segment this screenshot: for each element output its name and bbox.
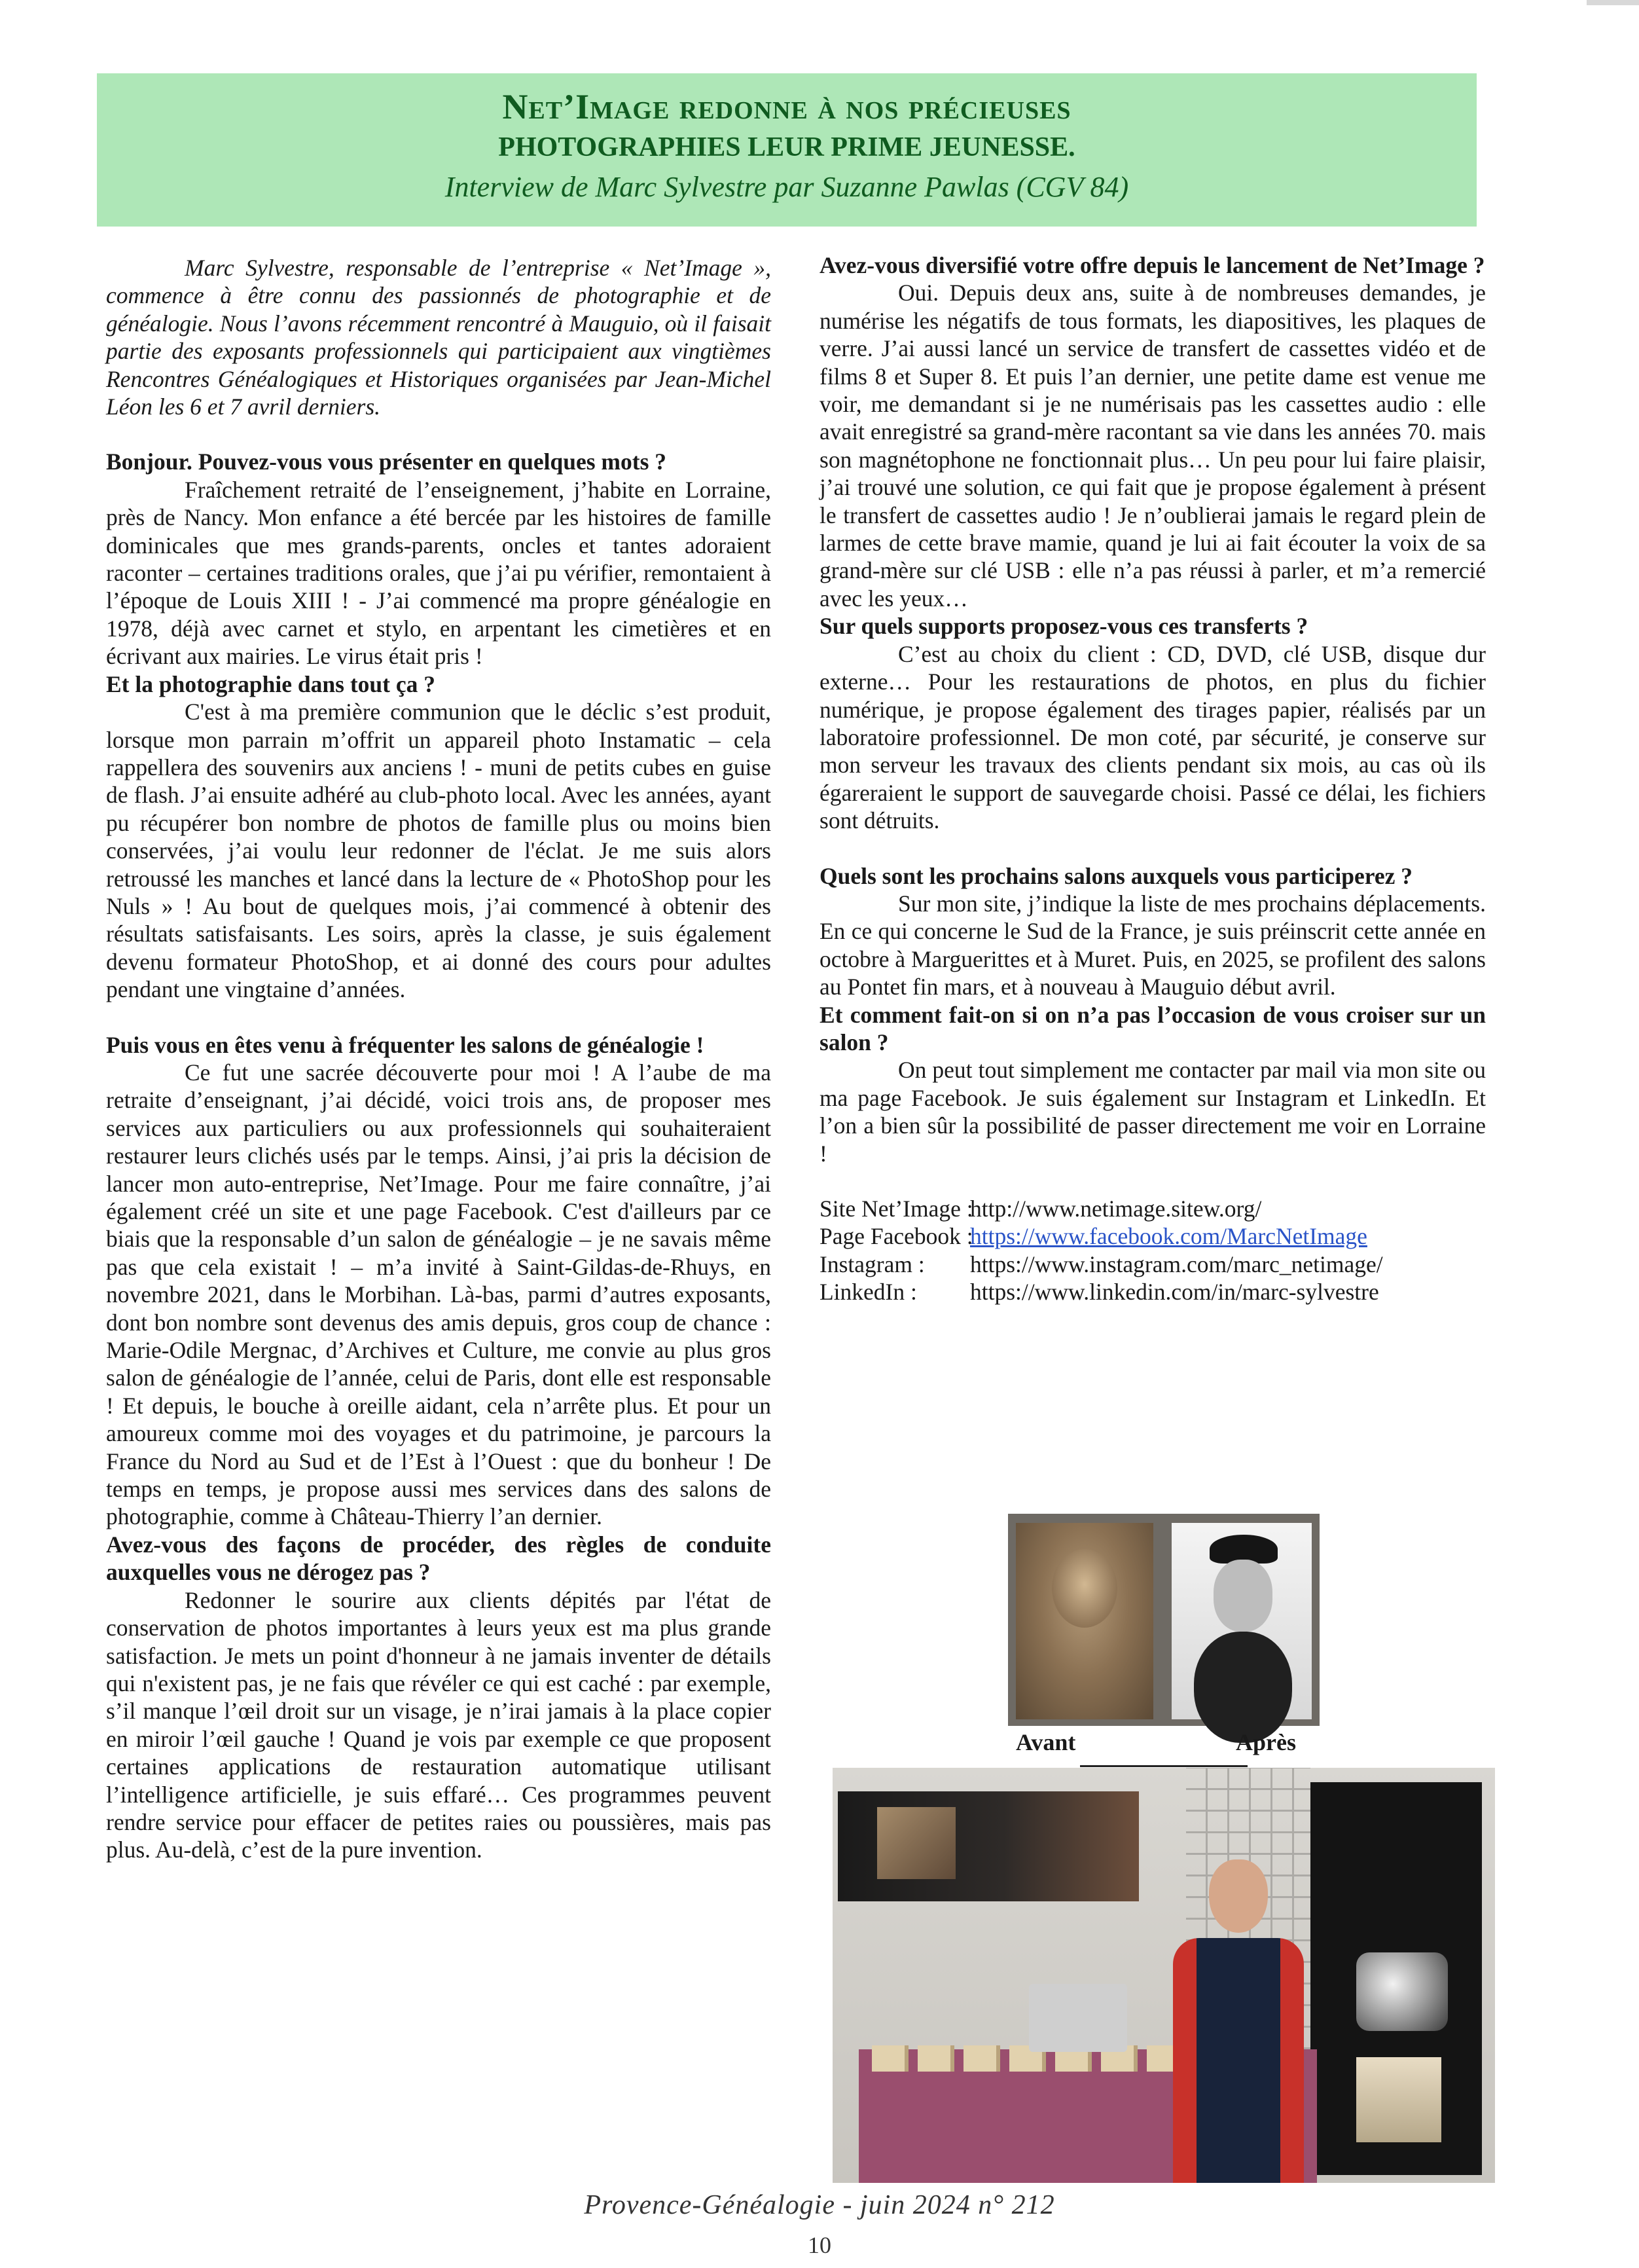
caption-after: Après (1236, 1729, 1296, 1755)
corner-tab (1587, 0, 1639, 5)
link-row-facebook (820, 1222, 1486, 1250)
answer-8: On peut tout simplement me contacter par mail via mon site ou ma page Facebook. Je suis également sur Instagram et LinkedIn. Et l’on a bien sûr la possibilité de passer directement me voir en Lorraine ! (820, 1057, 1486, 1167)
contact-links (820, 1195, 1486, 1306)
link-row-linkedin (820, 1278, 1486, 1306)
link-facebook[interactable]: https://www.facebook.com/MarcNetImage (970, 1223, 1367, 1250)
title-banner (97, 73, 1477, 227)
footer-magazine: Provence-Généalogie - juin 2024 n° 212 (584, 2190, 1055, 2220)
answer-4: Redonner le sourire aux clients dépités par l'état de conservation de photos importantes à leurs yeux est ma plus grande satisfaction. Je mets un point d'honneur à ne jamais inventer de détails qui n'existent pas, je ne fais que révéler ce qui est caché : par exemple, s’il manque l’œil droit sur un visage, je n’irai jamais à la place copier en miroir l’œil gauche ! Quand je vois par exemple ce que proposent certaines applications de restauration automatique utilisant l’intelligence artificielle, je suis effaré… Ces programmes peuvent rendre service pour effacer de petites raies ou poussières, mais pas plus. Au-delà, c’est de la pure invention. (106, 1586, 771, 1863)
question-1: Bonjour. Pouvez-vous vous présenter en quelques mots ? (106, 448, 667, 475)
answer-3: Ce fut une sacrée découverte pour moi ! A l’aube de ma retraite d’enseignant, j’ai décidé, voici trois ans, de proposer mes services aux particuliers ou aux professionnels qui souhaiteraient restaurer leurs clichés usés par le temps. Ainsi, j’ai pris la décision de lancer mon auto-entreprise, Net’Image. Pour me faire connaître, j’ai également créé un site et une page Facebook. C'est d'ailleurs par ce biais que la responsable d’un salon de généalogie – je ne savais même pas que cela existait ! – m’a invité à Saint-Gildas-de-Rhuys, en novembre 2021, dans le Morbihan. Là-bas, parmi d’autres exposants, dont bon nombre sont devenus des amis depuis, gros coup de chance : Marie-Odile Mergnac, d’Archives et Culture, me convie au plus gros salon de généalogie de l’année, celui de Paris, dont elle est responsable ! Et depuis, le bouche à oreille aidant, cela n’arrête plus. Et pour un amoureux comme moi des voyages et du patrimoine, je parcours la France du Nord au Sud et de l’Est à l’Ouest : que du bonheur ! De temps en temps, je propose aussi mes services dans des salons de photographie, comme à Château-Thierry l’an dernier. (106, 1059, 771, 1530)
link-label-facebook: Page Facebook : (820, 1223, 973, 1250)
answer-2: C'est à ma première communion que le déclic s’est produit, lorsque mon parrain m’offrit un appareil photo Instamatic – cela rappellera des souvenirs aux anciens ! - muni de petits cubes en guise de flash. J’ai ensuite adhéré au club-photo local. Avec les années, ayant pu récupérer bon nombre de photos de famille plus ou moins bien conservées, j’ai voulu leur redonner de l'éclat. Je me suis alors retroussé les manches et lancé dans la lecture de « PhotoShop pour les Nuls » ! Au bout de quelques mois, j’ai commencé à obtenir des résultats satisfaisants. Les soirs, après la classe, je suis également devenu formateur PhotoShop, et ai donné des cours pour adultes pendant une vingtaine d’années. (106, 699, 771, 1003)
photo-captions (1008, 1727, 1320, 1760)
link-site[interactable]: http://www.netimage.sitew.org/ (970, 1196, 1262, 1222)
answer-1: Fraîchement retraité de l’enseignement, j’habite en Lorraine, près de Nancy. Mon enfance a été bercée par les histoires de famille dominicales que mes grands-parents, oncles et tantes adoraient raconter – certaines traditions orales, que j’ai pu vérifier, remontaient à l’époque de Louis XIII ! - J’ai commencé ma propre généalogie en 1978, déjà avec carnet et stylo, en arpentant les cimetières et en écrivant aux mairies. Le virus était pris ! (106, 476, 771, 670)
left-column (106, 254, 771, 1864)
question-2: Et la photographie dans tout ça ? (106, 670, 435, 697)
link-label-site: Site Net’Image : (820, 1196, 973, 1222)
subtitle: Interview de Marc Sylvestre par Suzanne Pawlas (CGV 84) (444, 171, 1129, 203)
stand-banner-image (838, 1791, 1139, 1901)
link-label-linkedin: LinkedIn : (820, 1279, 917, 1306)
link-instagram[interactable]: https://www.instagram.com/marc_netimage/ (970, 1251, 1383, 1277)
photo-before (1016, 1523, 1153, 1719)
answer-7: Sur mon site, j’indique la liste de mes prochains déplacements. En ce qui concerne le Sud de la France, je suis préinscrit cette année en octobre à Marguerittes et à Muret. Puis, en 2025, se profilent des salons au Pontet fin mars, et à nouveau à Mauguio début avril. (820, 890, 1486, 1000)
question-7: Quels sont les prochains salons auxquels vous participerez ? (820, 862, 1413, 889)
exhibition-stand-photo (833, 1768, 1495, 2183)
link-row-instagram (820, 1251, 1486, 1278)
right-column (820, 251, 1486, 1306)
photo-after (1172, 1523, 1312, 1719)
rollup-banner-image (1310, 1782, 1482, 2175)
exhibitor-person (1173, 1859, 1304, 2183)
page-number: 10 (808, 2232, 831, 2258)
link-label-instagram: Instagram : (820, 1251, 925, 1277)
answer-5: Oui. Depuis deux ans, suite à de nombreuses demandes, je numérise les négatifs de tous formats, les diapositives, les plaques de verre. J’ai aussi lancé un service de transfert de cassettes vidéo et de films 8 et Super 8. Et puis l’an dernier, une petite dame est venue me voir, me demandant si je ne numérisais pas les cassettes audio : elle avait enregistré sa grand-mère racontant sa vie dans les années 70. mais son magnétophone ne fonctionnait plus… Un peu pour lui faire plaisir, j’ai trouvé une solution, ce qui fait que je propose également à présent le transfert de cassettes audio ! Je n’oublierai jamais le regard plein de larmes de cette brave mamie, quand je lui ai fait écouter la voix de sa grand-mère sur clé USB : elle n’a pas réussi à parler, et m’a remercié avec les yeux… (820, 280, 1486, 612)
caption-rule (1080, 1765, 1248, 1767)
question-5: Avez-vous diversifié votre offre depuis le lancement de Net’Image ? (820, 252, 1485, 278)
link-row-site (820, 1195, 1486, 1222)
caption-before: Avant (1016, 1729, 1076, 1755)
title-line-1: Net’Image redonne à nos précieuses (502, 87, 1072, 126)
question-6: Sur quels supports proposez-vous ces transferts ? (820, 613, 1308, 640)
link-linkedin[interactable]: https://www.linkedin.com/in/marc-sylvestre (970, 1279, 1379, 1306)
question-8: Et comment fait-on si on n’a pas l’occasion de vous croiser sur un salon ? (820, 1001, 1486, 1055)
intro-paragraph: Marc Sylvestre, responsable de l’entreprise « Net’Image », commence à être connu des passionnés de photographie et de généalogie. Nous l’avons récemment rencontré à Mauguio, où il faisait partie des exposants professionnels qui participaient aux vingtièmes Rencontres Généalogiques et Historiques organisées par Jean-Michel Léon les 6 et 7 avril derniers. (106, 255, 771, 420)
before-after-photos (1008, 1514, 1320, 1726)
title-line-2: PHOTOGRAPHIES LEUR PRIME JEUNESSE. (498, 132, 1075, 162)
answer-6: C’est au choix du client : CD, DVD, clé USB, disque dur externe… Pour les restaurations de photos, en plus du fichier numérique, je propose également des tirages papier, réalisés par un laboratoire professionnel. De mon coté, par sécurité, je conserve sur mon serveur les travaux des clients pendant six mois, au cas où ils égareraient le support de sauvegarde choisi. Passé ce délai, les fichiers sont détruits. (820, 640, 1486, 834)
question-4: Avez-vous des façons de procéder, des règles de conduite auxquelles vous ne dérogez pas ? (106, 1531, 771, 1586)
question-3: Puis vous en êtes venu à fréquenter les salons de généalogie ! (106, 1031, 704, 1058)
laptop-image (1029, 1984, 1127, 2052)
